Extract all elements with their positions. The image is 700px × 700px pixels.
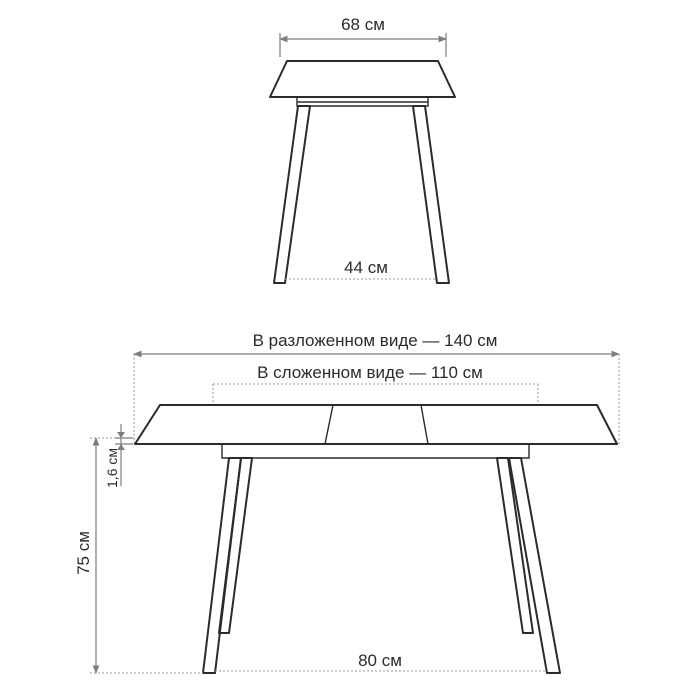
end-view-left-leg xyxy=(274,106,310,283)
front-view-right-back-leg xyxy=(497,458,533,633)
front-view-apron xyxy=(222,444,529,458)
front-view-tabletop xyxy=(135,405,617,444)
end-view-tabletop xyxy=(270,61,455,97)
width-label: 68 см xyxy=(341,15,385,34)
front-view xyxy=(74,331,619,673)
thickness-label: 1,6 см xyxy=(104,448,120,488)
height-label: 75 см xyxy=(74,531,93,575)
end-view-apron xyxy=(297,97,428,106)
end-view-leg-span-label: 44 см xyxy=(344,258,388,277)
extension-leaf-seam-right xyxy=(421,405,428,444)
folded-length-label: В сложенном виде — 110 см xyxy=(257,363,483,382)
front-view-leg-span-label: 80 см xyxy=(358,651,402,670)
extended-length-label: В разложенном виде — 140 см xyxy=(252,331,498,350)
extension-leaf-seam-left xyxy=(325,405,333,444)
end-view xyxy=(270,15,455,283)
front-view-left-front-leg xyxy=(203,458,241,673)
end-view-right-leg xyxy=(413,106,449,283)
front-view-right-front-leg xyxy=(509,458,560,673)
